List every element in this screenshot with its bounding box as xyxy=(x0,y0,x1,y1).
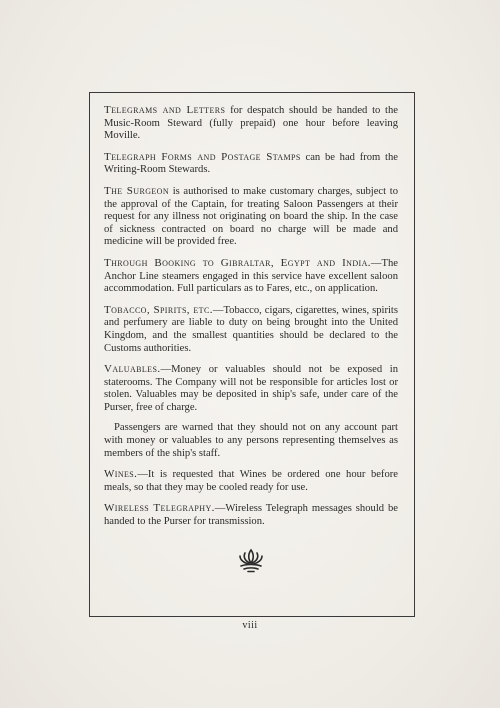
text-wines: —It is requested that Wines be ordered one hour before meals, so that they may be cooled ready for use. xyxy=(104,469,398,493)
paragraph-wines xyxy=(104,468,398,494)
heading-tobacco: Tobacco, Spirits, etc. xyxy=(104,303,213,316)
heading-telegraph-forms: Telegraph Forms and Postage Stamps xyxy=(104,150,301,163)
heading-wines: Wines. xyxy=(104,468,138,481)
paragraph-telegraph-forms xyxy=(104,151,398,177)
page-number: viii xyxy=(242,620,258,631)
paragraph-telegrams xyxy=(104,104,398,143)
regulations-text xyxy=(104,104,398,537)
paragraph-tobacco xyxy=(104,304,398,355)
heading-surgeon: The Surgeon xyxy=(104,184,170,197)
text-tobacco: —Tobacco, cigars, cigarettes, wines, spirits and perfumery are liable to duty on being brought into the United Kingdom, and the smallest quantities should be declared to the Customs authorities. xyxy=(104,304,398,354)
paragraph-through-booking xyxy=(104,257,398,296)
text-warning: Passengers are warned that they should not on any account part with money or valuables to any persons representing themselves as members of the ship's staff. xyxy=(104,422,398,459)
text-telegrams: for despatch should be handed to the Music-Room Steward (fully prepaid) one hour before leaving Moville. xyxy=(104,105,399,142)
text-wireless: —Wireless Telegraph messages should be handed to the Purser for transmission. xyxy=(104,503,398,528)
text-valuables: —Money or valuables should not be exposed in staterooms. The Company will not be responsible for articles lost or stolen. Valuables may be deposited in ship's safe, under care of the Purser, free of charge. xyxy=(104,364,398,413)
paragraph-warning xyxy=(104,422,398,460)
text-through-booking: —The Anchor Line steamers engaged in this service have excellent saloon accommodation. Full particulars as to Fares, etc., on application. xyxy=(104,257,398,295)
heading-wireless: Wireless Telegraphy. xyxy=(104,502,215,515)
heading-valuables: Valuables. xyxy=(104,363,161,376)
heading-through-booking: Through Booking to Gibraltar, Egypt and India. xyxy=(104,256,371,269)
paragraph-surgeon xyxy=(104,185,398,249)
heading-telegrams: Telegrams and Letters xyxy=(104,104,226,116)
lotus-ornament-icon xyxy=(237,547,265,573)
text-surgeon: is authorised to make customary charges, subject to the approval of the Captain, for treating Saloon Passengers at their request for any illness not originating on board the ship. In the case of sickness contracted on board no charge will be made and medicine will be provided free. xyxy=(104,185,398,248)
text-telegraph-forms: can be had from the Writing-Room Stewards. xyxy=(104,151,398,176)
paragraph-wireless xyxy=(104,502,398,528)
paragraph-valuables xyxy=(104,363,398,414)
